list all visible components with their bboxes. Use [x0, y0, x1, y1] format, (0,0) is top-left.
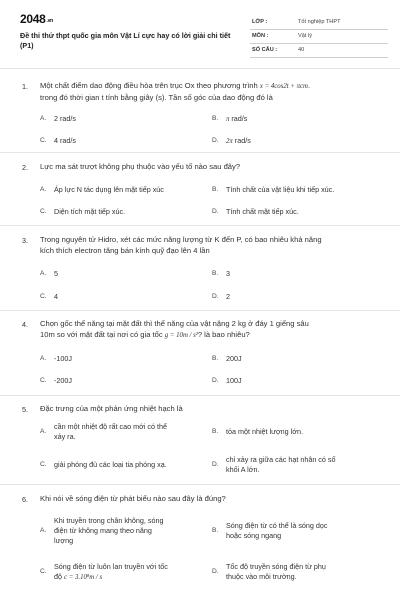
option-text: tỏa một nhiệt lượng lớn. — [226, 427, 303, 436]
option-letter: C. — [40, 377, 47, 384]
meta-class-value: Tốt nghiệp THPT — [298, 19, 341, 25]
site-logo[interactable]: $2048^{.vn}$ — [20, 12, 53, 26]
option-text: 5 — [54, 269, 58, 278]
document-title: Đề thi thử thpt quốc gia môn Vật Lí cực hay có lời giải chi tiết (P1) — [20, 31, 231, 50]
option-text: 100J — [226, 376, 242, 385]
option-text: cần một nhiệt độ rất cao mới có thể xảy ra. — [54, 422, 167, 441]
option-letter: D. — [212, 377, 219, 384]
option-text: Tính chất của vật liệu khi tiếp xúc. — [226, 185, 335, 194]
option-letter: A. — [40, 115, 47, 122]
meta-count-value: 40 — [298, 47, 305, 53]
question-text: Trong nguyên tử Hidro, xét các mức năng lượng từ K đến P, có bao nhiêu khả năng kích thích electron tăng bán kính quỹ đạo lên 4 lần — [40, 235, 322, 255]
option-letter: A. — [40, 527, 47, 534]
option-text: 200J — [226, 354, 242, 363]
option-text: Tính chất mặt tiếp xúc. — [226, 207, 299, 216]
option-text: 2 — [226, 292, 230, 301]
option-letter: A. — [40, 355, 47, 362]
option-letter: D. — [212, 293, 219, 300]
option-letter: C. — [40, 293, 47, 300]
question-number: 1. — [22, 82, 28, 91]
option-letter: C. — [40, 461, 47, 468]
option-text: 3 — [226, 269, 230, 278]
option-letter: B. — [212, 355, 219, 362]
question-number: 6. — [22, 495, 28, 504]
option-letter: B. — [212, 270, 219, 277]
meta-class-row — [250, 16, 388, 30]
option-letter: D. — [212, 208, 219, 215]
question-divider — [0, 152, 400, 153]
question-number: 3. — [22, 236, 28, 245]
question-text: Lực ma sát trượt không phụ thuộc vào yếu tố nào sau đây? — [40, 162, 241, 171]
option-letter: A. — [40, 186, 47, 193]
option-letter: D. — [212, 137, 219, 144]
question-divider — [0, 225, 400, 226]
question-text: Khi nói về sóng điện từ phát biểu nào sau đây là đúng? — [40, 494, 226, 503]
option-text: -100J — [54, 354, 72, 363]
option-letter: C. — [40, 568, 47, 575]
option-text: 4 — [54, 292, 58, 301]
option-text: 2 rad/s — [54, 114, 76, 123]
meta-subject-row — [250, 30, 388, 44]
option-letter: B. — [212, 115, 219, 122]
question-text: Một chất điểm dao động điều hòa trên trục Ox theo phương trình x = 4cos2t + πcm. trong đó thời gian t tính bằng giây (s). Tần số góc của dao động đó là — [40, 81, 311, 102]
option-letter: C. — [40, 208, 47, 215]
question-text: Chọn gốc thế năng tại mặt đất thì thế năng của vật nặng 2 kg ở đáy 1 giếng sâu 10m so với mặt đất tại nơi có gia tốc g = 10m / s²? là bao nhiêu? — [40, 319, 309, 339]
option-text: Sóng điện từ có thể là sóng dọc hoặc sóng ngang — [226, 521, 328, 540]
option-text: Khi truyền trong chân không, sóng điện từ không mang theo năng lượng — [54, 516, 164, 545]
option-letter: A. — [40, 270, 47, 277]
option-text: Áp lực N tác dụng lên mặt tiếp xúc — [54, 185, 164, 194]
option-text: giải phóng đủ các loại tia phóng xạ. — [54, 460, 167, 469]
question-number: 2. — [22, 163, 28, 172]
question-divider — [0, 310, 400, 311]
header — [14, 12, 388, 60]
option-text: Sóng điện từ luôn lan truyền với tốc độ c = 3.10⁸m / s — [54, 562, 168, 581]
option-text: 2π rad/s — [226, 136, 251, 145]
meta-count-row — [250, 44, 388, 58]
question-divider — [0, 395, 400, 396]
option-text: Tốc độ truyền sóng điện từ phụ thuộc vào môi trường. — [226, 562, 326, 581]
option-text: π rad/s — [226, 114, 248, 123]
option-text: Diện tích mặt tiếp xúc. — [54, 207, 126, 216]
meta-count-label: SỐ CÂU : — [252, 47, 278, 53]
meta-class-label: LỚP : — [252, 19, 268, 25]
question-text: Đặc trưng của một phản ứng nhiệt hạch là — [40, 404, 183, 413]
option-text: -200J — [54, 376, 72, 385]
option-text: 4 rad/s — [54, 136, 76, 145]
option-letter: D. — [212, 461, 219, 468]
meta-subject-label: MÔN : — [252, 33, 269, 39]
option-text: chỉ xảy ra giữa các hạt nhân có số khối A lớn. — [226, 455, 336, 474]
header-divider — [0, 68, 400, 69]
option-letter: D. — [212, 568, 219, 575]
question-divider — [0, 484, 400, 485]
option-letter: B. — [212, 186, 219, 193]
option-letter: B. — [212, 428, 219, 435]
question-number: 5. — [22, 405, 28, 414]
question-number: 4. — [22, 320, 28, 329]
option-letter: B. — [212, 527, 219, 534]
meta-subject-value: Vật lý — [298, 33, 312, 39]
option-letter: A. — [40, 428, 47, 435]
option-letter: C. — [40, 137, 47, 144]
meta-info — [250, 16, 388, 58]
